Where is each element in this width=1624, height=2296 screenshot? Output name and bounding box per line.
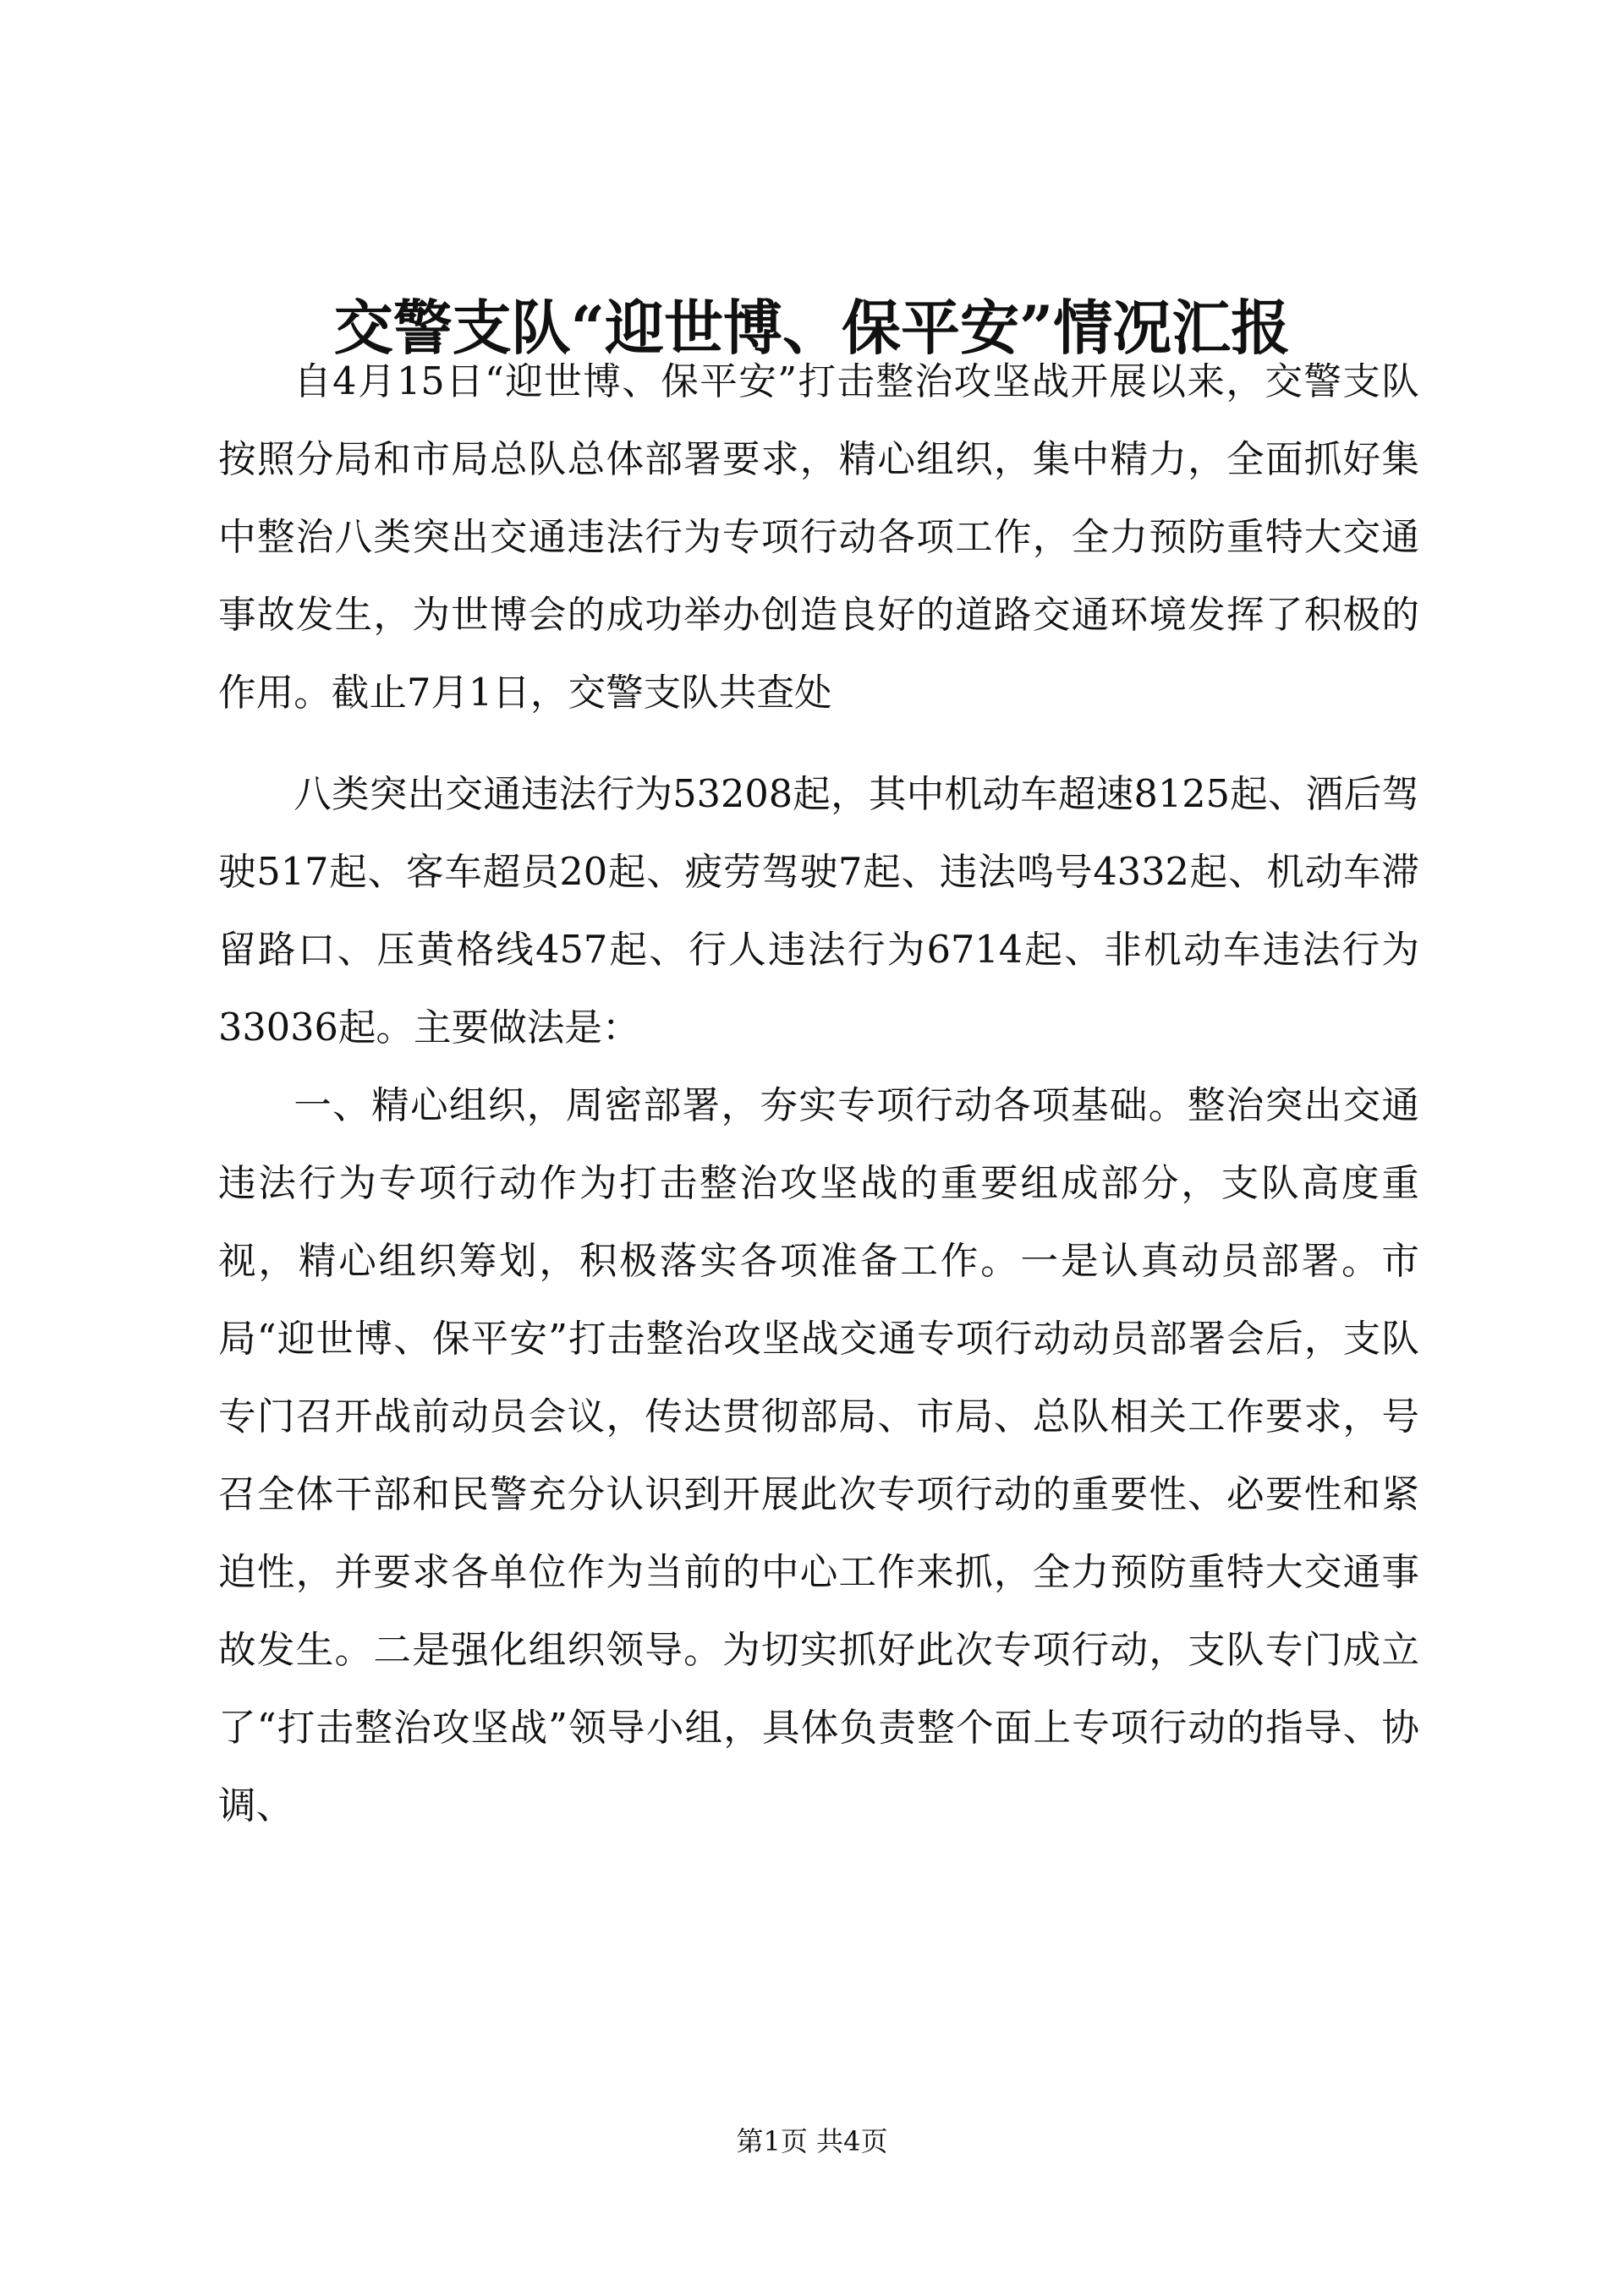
page-footer: 第1页 共4页	[736, 2125, 888, 2157]
paragraph-intro: 自4月15日“迎世博、保平安”打击整治攻坚战开展以来，交警支队按照分局和市局总队总体部署要求，精心组织，集中精力，全面抓好集中整治八类突出交通违法行为专项行动各项工作，全力预防重特大交通事故发生，为世博会的成功举办创造良好的道路交通环境发挥了积极的作用。截止7月1日，交警支队共查处	[218, 359, 1419, 715]
paragraph-statistics: 八类突出交通违法行为53208起，其中机动车超速8125起、酒后驾驶517起、客车超员20起、疲劳驾驶7起、违法鸣号4332起、机动车滞留路口、压黄格线457起、行人违法行为6714起、非机动车违法行为33036起。主要做法是：	[218, 772, 1419, 1049]
document-title: 交警支队“迎世博、保平安”情况汇报	[333, 293, 1291, 363]
document-body	[218, 342, 1419, 1844]
paragraph-section-one: 一、精心组织，周密部署，夯实专项行动各项基础。整治突出交通违法行为专项行动作为打击整治攻坚战的重要组成部分，支队高度重视，精心组织筹划，积极落实各项准备工作。一是认真动员部署。市局“迎世博、保平安”打击整治攻坚战交通专项行动动员部署会后，支队专门召开战前动员会议，传达贯彻部局、市局、总队相关工作要求，号召全体干部和民警充分认识到开展此次专项行动的重要性、必要性和紧迫性，并要求各单位作为当前的中心工作来抓，全力预防重特大交通事故发生。二是强化组织领导。为切实抓好此次专项行动，支队专门成立了“打击整治攻坚战”领导小组，具体负责整个面上专项行动的指导、协调、	[218, 1083, 1419, 1827]
